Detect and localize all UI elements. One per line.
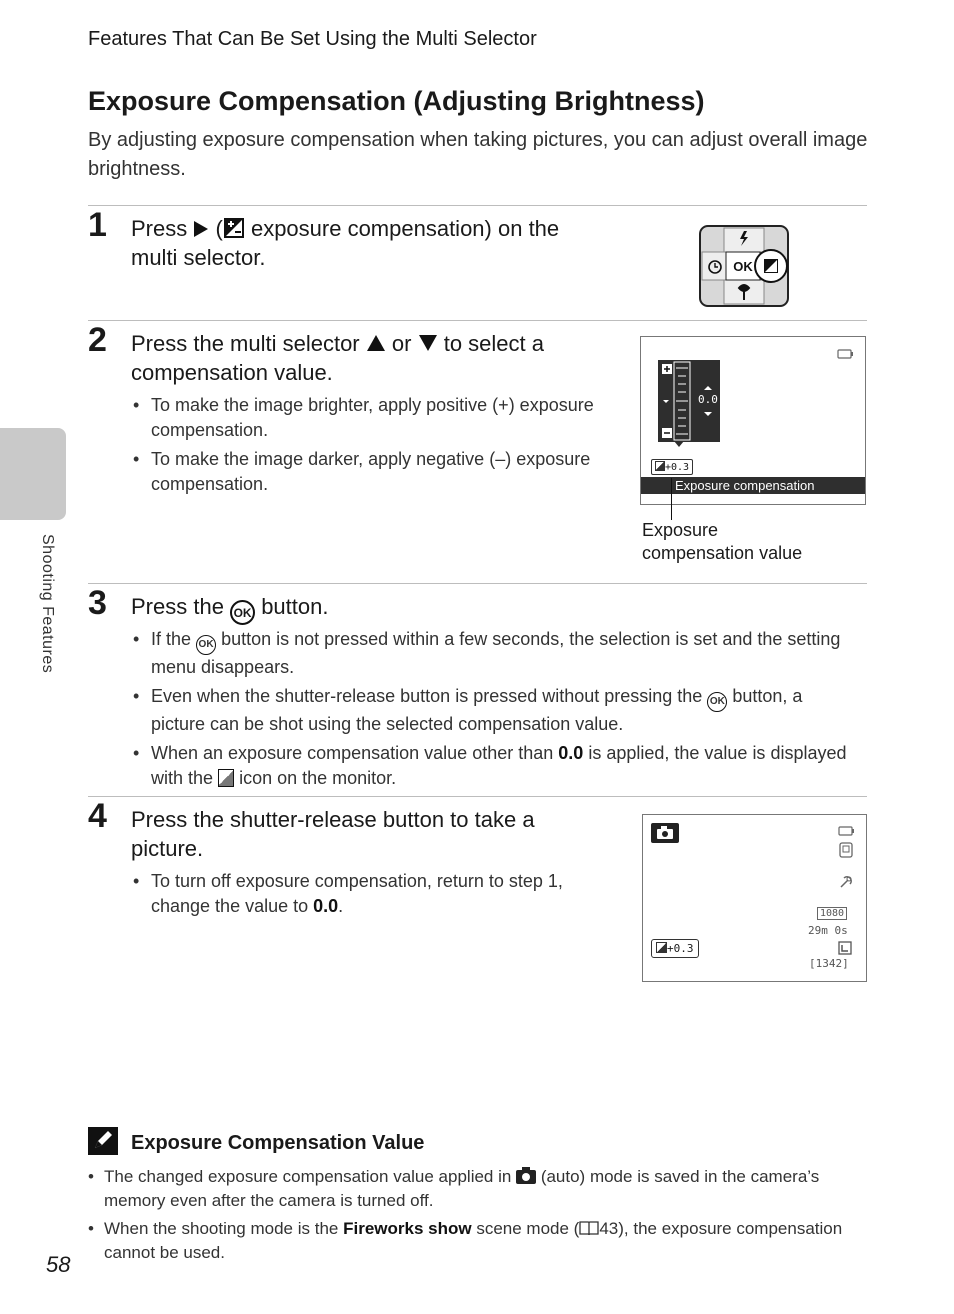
list-item: • To make the image darker, apply negative (–) exposure compensation. — [131, 447, 611, 497]
note-title: Exposure Compensation Value — [131, 1132, 425, 1154]
bullet-text: button is not pressed within a few seconds, the selection is set and the setting menu disappears. — [151, 629, 841, 677]
exposure-compensation-icon — [656, 942, 667, 953]
camera-icon — [516, 1167, 536, 1184]
battery-icon — [837, 349, 853, 359]
exposure-compensation-icon — [655, 461, 665, 471]
chapter-tab — [0, 428, 66, 520]
step-number: 3 — [88, 584, 107, 622]
step-3-text-a: Press the — [131, 594, 224, 619]
exposure-value-text: +0.3 — [667, 942, 694, 955]
callout-label: Exposure compensation value — [642, 520, 803, 563]
image-mode-icon — [838, 941, 852, 955]
running-header: Features That Can Be Set Using the Multi Selector — [88, 28, 537, 50]
intro-paragraph: By adjusting exposure compensation when taking pictures, you can adjust overall image brightness. — [88, 129, 868, 180]
divider — [88, 583, 867, 584]
step-number: 4 — [88, 797, 107, 835]
bullet-text: 43), the exposure compensation cannot be used. — [104, 1219, 843, 1262]
right-arrow-icon — [193, 220, 209, 238]
remaining-movie-time: 29m 0s — [808, 924, 848, 937]
step-1-text-b: ( — [215, 216, 223, 241]
ok-button-icon: OK — [230, 600, 255, 625]
slider-pointer — [674, 441, 684, 447]
ok-button-icon: OK — [196, 635, 216, 655]
step-2-text-a: Press the multi selector — [131, 331, 360, 356]
compensation-value: 0.0 — [698, 393, 718, 406]
step-1-text-c: exposure compensation) on the multi selector. — [131, 216, 560, 270]
screen-caption-bar: Exposure compensation — [641, 477, 865, 494]
svg-text:OK: OK — [733, 259, 753, 274]
divider — [88, 205, 867, 206]
page-number: 58 — [46, 1252, 71, 1277]
list-item — [131, 627, 851, 680]
monitor-screen-exposure — [640, 336, 866, 505]
list-item — [88, 1217, 858, 1265]
divider — [88, 796, 867, 797]
page-title: Exposure Compensation (Adjusting Brightness) — [88, 86, 705, 116]
chapter-label: Shooting Features — [39, 534, 56, 674]
list-item — [88, 1165, 858, 1213]
divider — [88, 320, 867, 321]
list-item — [131, 869, 611, 919]
ok-button-icon: OK — [707, 692, 727, 712]
battery-icon — [838, 826, 854, 836]
bullet-text: The changed exposure compensation value applied in — [104, 1167, 512, 1186]
step-3-text — [131, 592, 328, 625]
step-3-text-b: button. — [261, 594, 329, 619]
up-arrow-icon — [366, 334, 386, 352]
step-3-bullets — [131, 627, 851, 795]
step-number: 1 — [88, 206, 107, 244]
step-2-text-c: to select a compensation value. — [131, 331, 544, 385]
exposures-remaining: [1342] — [809, 957, 849, 970]
bullet-text: button, a picture can be shot using the selected compensation value. — [151, 686, 803, 734]
exposure-compensation-icon — [223, 217, 245, 239]
step-4-text: Press the shutter-release button to take a picture. — [131, 807, 535, 861]
step-2-text — [131, 329, 601, 387]
list-item — [131, 741, 851, 791]
bullet-text: When an exposure compensation value other than — [151, 743, 554, 763]
step-4-bullets — [131, 869, 611, 923]
note-bullets — [88, 1165, 858, 1269]
bullet-text: icon on the monitor. — [239, 768, 397, 788]
step-2-bullets — [131, 393, 611, 501]
bullet-text: scene mode ( — [476, 1219, 580, 1238]
bullet-text: Even when the shutter-release button is pressed without pressing the — [151, 686, 703, 706]
exposure-value-badge — [651, 939, 699, 958]
bullet-text: is applied, the value is displayed with the — [151, 743, 847, 788]
compensation-slider — [658, 360, 720, 442]
vibration-reduction-icon — [838, 874, 854, 890]
step-1-text-a: Press — [131, 216, 188, 241]
down-arrow-icon — [418, 334, 438, 352]
auto-mode-camera-icon — [651, 823, 679, 843]
callout-line — [671, 478, 672, 520]
bullet-bold: 0.0 — [313, 896, 339, 916]
bullet-text: To turn off exposure compensation, return to step 1, change the value to — [151, 871, 563, 916]
step-1-text — [131, 214, 611, 272]
step-2-text-b: or — [391, 331, 412, 356]
list-item: • To make the image brighter, apply positive (+) exposure compensation. — [131, 393, 611, 443]
internal-memory-icon — [838, 842, 854, 858]
list-item — [131, 684, 851, 737]
exposure-value-badge — [651, 459, 693, 475]
exposure-value-text: +0.3 — [665, 462, 690, 473]
step-number: 2 — [88, 321, 107, 359]
pencil-note-icon — [88, 1127, 118, 1155]
monitor-screen-shooting — [642, 814, 867, 982]
bullet-bold: Fireworks show — [343, 1219, 472, 1238]
book-reference-icon — [579, 1220, 599, 1236]
exposure-compensation-icon — [218, 769, 234, 787]
multi-selector-illustration — [698, 224, 792, 308]
movie-size-indicator: 1080 — [817, 907, 847, 920]
bullet-text: . — [338, 896, 344, 916]
bullet-bold: 0.0 — [558, 743, 584, 763]
bullet-text: If the — [151, 629, 192, 649]
bullet-text: When the shooting mode is the — [104, 1219, 339, 1238]
bullet-text: (auto) mode is saved in the camera’s memory even after the camera is turned off. — [104, 1167, 820, 1210]
